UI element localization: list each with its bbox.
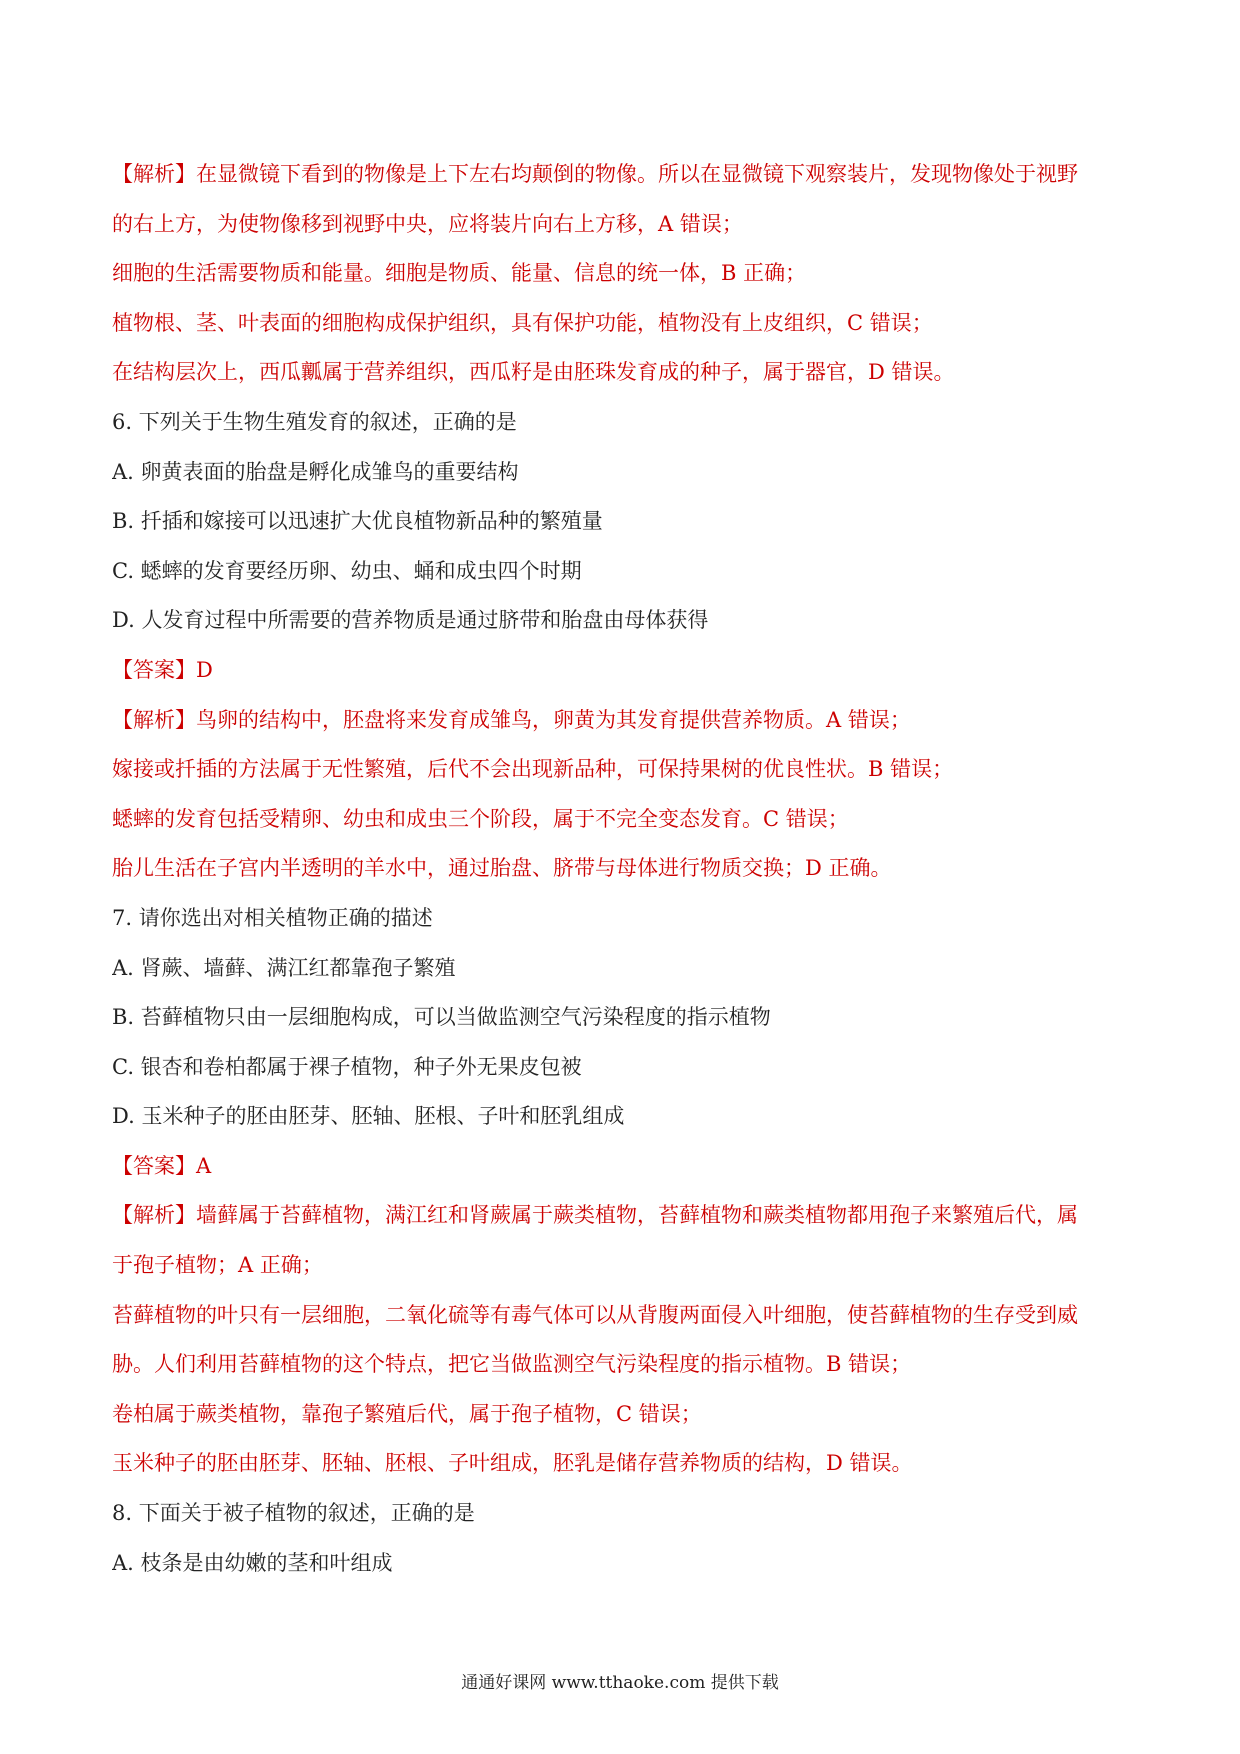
explain-line: 【解析】鸟卵的结构中，胚盘将来发育成雏鸟，卵黄为其发育提供营养物质。A 错误；	[112, 707, 911, 732]
option-line: C. 蟋蟀的发育要经历卵、幼虫、蛹和成虫四个时期	[112, 558, 582, 583]
explain-line: 玉米种子的胚由胚芽、胚轴、胚根、子叶组成，胚乳是储存营养物质的结构，D 错误。	[112, 1451, 913, 1476]
option-line: B. 扦插和嫁接可以迅速扩大优良植物新品种的繁殖量	[112, 509, 603, 534]
explain-line: 苔藓植物的叶只有一层细胞，二氧化硫等有毒气体可以从背腹两面侵入叶细胞，使苔藓植物的生存受到威	[112, 1302, 1078, 1327]
option-line: C. 银杏和卷柏都属于裸子植物，种子外无果皮包被	[112, 1054, 582, 1079]
option-line: D. 人发育过程中所需要的营养物质是通过脐带和胎盘由母体获得	[112, 608, 709, 633]
explain-line: 细胞的生活需要物质和能量。细胞是物质、能量、信息的统一体，B 正确；	[112, 261, 807, 286]
option-line: D. 玉米种子的胚由胚芽、胚轴、胚根、子叶和胚乳组成	[112, 1104, 625, 1129]
explain-line: 【解析】墙藓属于苔藓植物，满江红和肾蕨属于蕨类植物，苔藓植物和蕨类植物都用孢子来繁殖后代，属	[112, 1203, 1078, 1228]
explain-line: 胁。人们利用苔藓植物的这个特点，把它当做监测空气污染程度的指示植物。B 错误；	[112, 1352, 912, 1377]
option-line: A. 卵黄表面的胎盘是孵化成雏鸟的重要结构	[112, 459, 519, 484]
explain-line: 卷柏属于蕨类植物，靠孢子繁殖后代，属于孢子植物，C 错误；	[112, 1401, 702, 1426]
option-line: A. 肾蕨、墙藓、满江红都靠孢子繁殖	[112, 955, 456, 980]
question-line: 8. 下面关于被子植物的叙述，正确的是	[112, 1501, 475, 1526]
document-page	[112, 150, 1132, 1588]
explain-line: 嫁接或扦插的方法属于无性繁殖，后代不会出现新品种，可保持果树的优良性状。B 错误；	[112, 757, 954, 782]
question-line: 7. 请你选出对相关植物正确的描述	[112, 905, 433, 930]
option-line: B. 苔藓植物只由一层细胞构成，可以当做监测空气污染程度的指示植物	[112, 1005, 771, 1030]
explain-line: 植物根、茎、叶表面的细胞构成保护组织，具有保护功能，植物没有上皮组织，C 错误；	[112, 310, 933, 335]
explain-line: 的右上方，为使物像移到视野中央，应将装片向右上方移，A 错误；	[112, 211, 743, 236]
answer-line: 【答案】D	[112, 657, 213, 682]
answer-line: 【答案】A	[112, 1153, 212, 1178]
explain-line: 胎儿生活在子宫内半透明的羊水中，通过胎盘、脐带与母体进行物质交换；D 正确。	[112, 856, 892, 881]
explain-line: 于孢子植物；A 正确；	[112, 1253, 323, 1278]
explain-line: 【解析】在显微镜下看到的物像是上下左右均颠倒的物像。所以在显微镜下观察装片，发现物像处于视野	[112, 162, 1078, 186]
question-line: 6. 下列关于生物生殖发育的叙述，正确的是	[112, 409, 517, 434]
option-line: A. 枝条是由幼嫩的茎和叶组成	[112, 1550, 393, 1575]
explain-line: 在结构层次上，西瓜瓤属于营养组织，西瓜籽是由胚珠发育成的种子，属于器官，D 错误。	[112, 360, 955, 385]
page-footer	[0, 1668, 1240, 1693]
explain-line: 蟋蟀的发育包括受精卵、幼虫和成虫三个阶段，属于不完全变态发育。C 错误；	[112, 806, 849, 831]
footer-text: 通通好课网 www.tthaoke.com 提供下载	[461, 1673, 779, 1693]
